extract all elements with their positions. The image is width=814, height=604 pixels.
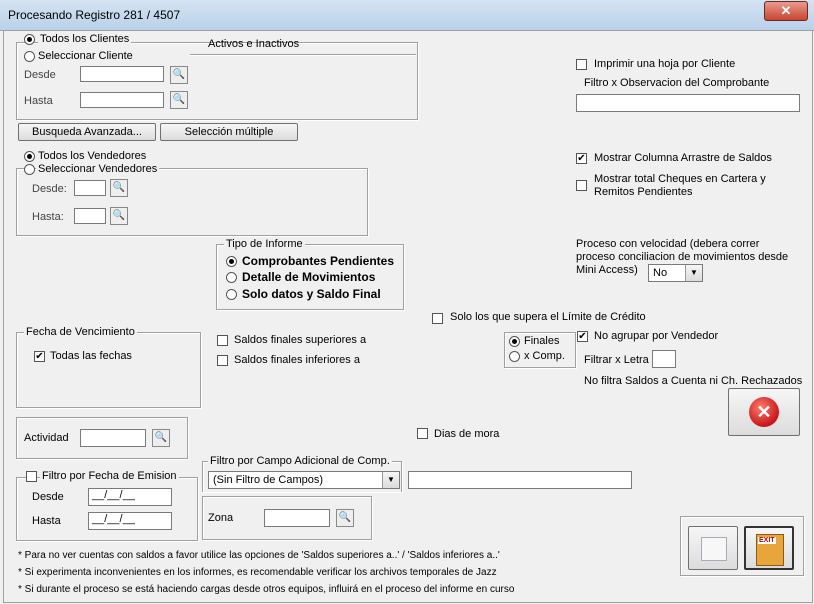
xcomp-label: x Comp.	[524, 350, 565, 362]
note-2: * Si experimenta inconvenientes en los informes, es recomendable verificar los archivos temporales de Jazz	[18, 567, 497, 578]
actividad-label: Actividad	[24, 432, 69, 444]
saldos-sup-label: Saldos finales superiores a	[234, 334, 367, 346]
no-agrupar-label: No agrupar por Vendedor	[594, 330, 719, 342]
saldos-inf-label: Saldos finales inferiores a	[234, 354, 360, 366]
emision-legend: Filtro por Fecha de Emision	[42, 470, 177, 482]
proceso-select[interactable]	[648, 264, 703, 282]
emision-group	[16, 477, 198, 541]
seleccionar-vendedores-label: Seleccionar Vendedores	[38, 163, 158, 175]
note-1: * Para no ver cuentas con saldos a favor utilice las opciones de 'Saldos superiores a..' / 'Saldos inferiores a..'	[18, 550, 500, 561]
proceso-label-2: proceso conciliacion de movimientos desde	[576, 251, 789, 263]
desde-cliente-input[interactable]	[80, 66, 164, 82]
vencimiento-legend: Fecha de Vencimiento	[26, 326, 135, 338]
imprimir-hoja-checkbox[interactable]	[576, 59, 587, 70]
actividad-lookup-icon[interactable]: 🔍	[152, 429, 170, 447]
finales-radio[interactable]	[509, 336, 520, 347]
seleccionar-vendedores-radio[interactable]	[24, 164, 35, 175]
vencimiento-group	[16, 332, 201, 408]
solo-datos-radio[interactable]	[226, 289, 237, 300]
detalle-movimientos-radio[interactable]	[226, 272, 237, 283]
proceso-select-value: No	[653, 267, 668, 279]
desde-vendedor-input[interactable]	[74, 180, 106, 196]
print-button[interactable]	[688, 526, 738, 570]
finales-label: Finales	[524, 335, 560, 347]
busqueda-avanzada-button[interactable]: Busqueda Avanzada...	[18, 123, 156, 141]
seleccion-multiple-button[interactable]: Selección múltiple	[160, 123, 298, 141]
hasta-cliente-lookup-icon[interactable]: 🔍	[170, 91, 188, 109]
no-filtra-label: No filtra Saldos a Cuenta ni Ch. Rechazados	[584, 375, 803, 387]
hasta-vendedor-label: Hasta:	[32, 211, 64, 223]
desde-cliente-lookup-icon[interactable]: 🔍	[170, 66, 188, 84]
saldos-inf-checkbox[interactable]	[217, 355, 228, 366]
close-button[interactable]: ✕	[764, 1, 808, 21]
saldos-sup-checkbox[interactable]	[217, 335, 228, 346]
todos-clientes-label: Todos los Clientes	[40, 33, 130, 45]
mostrar-cheques-label-2: Remitos Pendientes	[594, 186, 693, 198]
todos-vendedores-label: Todos los Vendedores	[38, 150, 147, 162]
vendedores-group	[16, 168, 368, 236]
exit-button[interactable]	[744, 526, 794, 570]
zona-lookup-icon[interactable]: 🔍	[336, 509, 354, 527]
close-red-icon: ✕	[749, 397, 779, 427]
campo-adicional-value: (Sin Filtro de Campos)	[213, 474, 324, 486]
mostrar-cheques-label-1: Mostrar total Cheques en Cartera y	[594, 173, 766, 185]
hasta-vendedor-input[interactable]	[74, 208, 106, 224]
seleccionar-cliente-label: Seleccionar Cliente	[38, 50, 133, 62]
zona-input[interactable]	[264, 509, 330, 527]
xcomp-radio[interactable]	[509, 351, 520, 362]
activos-label: Activos e Inactivos	[208, 38, 300, 50]
filtro-obs-label: Filtro x Observacion del Comprobante	[584, 77, 770, 89]
printer-icon	[701, 537, 727, 561]
mostrar-arrastre-checkbox[interactable]: ✔	[577, 153, 586, 164]
campo-adicional-legend: Filtro por Campo Adicional de Comp.	[210, 455, 390, 467]
solo-supera-checkbox[interactable]	[432, 313, 443, 324]
comprobantes-pendientes-radio[interactable]	[226, 256, 237, 267]
activos-divider	[190, 54, 416, 56]
emision-hasta-input[interactable]: __/__/__	[88, 512, 172, 530]
mostrar-cheques-checkbox[interactable]	[576, 180, 587, 191]
desde-cliente-label: Desde	[24, 69, 56, 81]
window-title: Procesando Registro 281 / 4507	[8, 8, 181, 22]
mostrar-arrastre-label: Mostrar Columna Arrastre de Saldos	[594, 152, 772, 164]
emision-desde-input[interactable]: __/__/__	[88, 488, 172, 506]
filtrar-letra-input[interactable]	[652, 350, 676, 368]
exit-door-icon	[756, 534, 784, 566]
emision-hasta-label: Hasta	[32, 515, 61, 527]
campo-adicional-input[interactable]	[408, 471, 632, 489]
todos-vendedores-radio[interactable]	[24, 151, 35, 162]
desde-vendedor-lookup-icon[interactable]: 🔍	[110, 179, 128, 197]
proceso-label-3: Mini Access)	[576, 264, 638, 276]
emision-checkbox[interactable]	[26, 471, 37, 482]
chevron-down-icon: ▼	[685, 265, 702, 281]
solo-supera-label: Solo los que supera el Límite de Crédito	[450, 311, 646, 323]
no-agrupar-checkbox[interactable]: ✔	[578, 331, 587, 342]
zona-label: Zona	[208, 512, 234, 524]
cancel-button[interactable]	[728, 388, 800, 436]
filtrar-letra-label: Filtrar x Letra	[584, 354, 649, 366]
hasta-cliente-label: Hasta	[24, 95, 53, 107]
actividad-input[interactable]	[80, 429, 146, 447]
dias-mora-label: Dias de mora	[434, 428, 500, 440]
campo-adicional-select[interactable]	[208, 471, 400, 489]
todas-fechas-label: Todas las fechas	[50, 350, 132, 362]
tipo-informe-legend: Tipo de Informe	[226, 238, 303, 250]
dias-mora-checkbox[interactable]	[417, 428, 428, 439]
hasta-cliente-input[interactable]	[80, 92, 164, 108]
todos-clientes-radio[interactable]	[24, 34, 35, 45]
detalle-movimientos-label: Detalle de Movimientos	[242, 270, 376, 284]
emision-desde-label: Desde	[32, 491, 64, 503]
hasta-vendedor-lookup-icon[interactable]: 🔍	[110, 207, 128, 225]
seleccionar-cliente-radio[interactable]	[24, 51, 35, 62]
exit-sign-label: EXIT	[759, 537, 775, 544]
todas-fechas-checkbox[interactable]: ✔	[35, 351, 44, 362]
solo-datos-label: Solo datos y Saldo Final	[242, 287, 381, 301]
note-3: * Si durante el proceso se está haciendo cargas desde otros equipos, influirá en el proceso del informe en curso	[18, 584, 515, 595]
imprimir-hoja-label: Imprimir una hoja por Cliente	[594, 58, 736, 70]
filtro-obs-input[interactable]	[576, 94, 800, 112]
desde-vendedor-label: Desde:	[32, 183, 67, 195]
comprobantes-pendientes-label: Comprobantes Pendientes	[242, 254, 395, 268]
chevron-down-icon: ▼	[382, 472, 399, 488]
proceso-label-1: Proceso con velocidad (debera correr	[576, 238, 760, 250]
